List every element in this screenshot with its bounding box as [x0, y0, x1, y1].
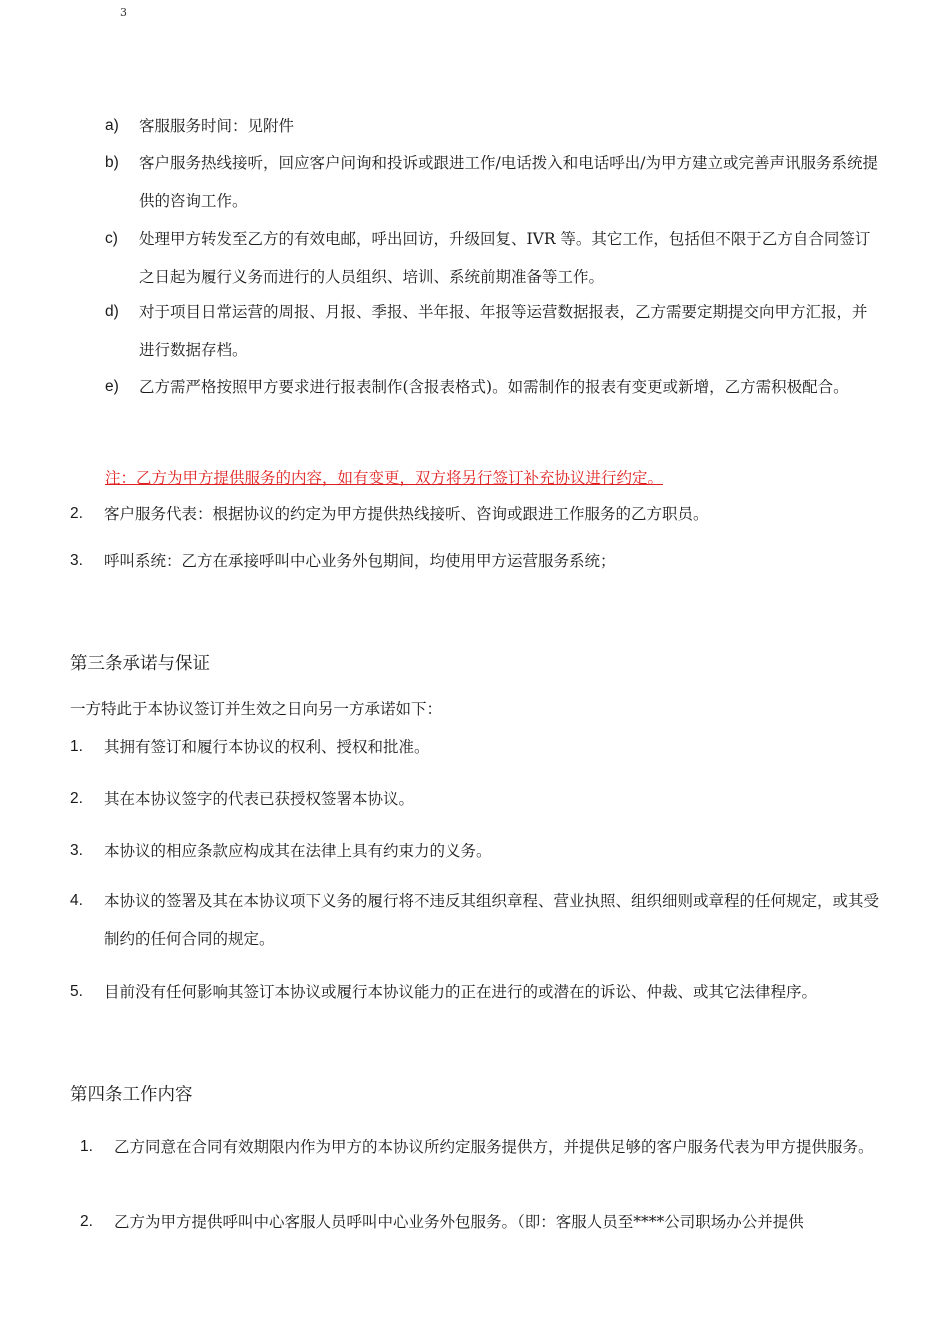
list-item-text: 处理甲方转发至乙方的有效电邮，呼出回访，升级回复、IVR 等。其它工作，包括但不限于乙方自合同签订之日起为履行义务而进行的人员组织、培训、系统前期准备等工作。 [139, 230, 871, 286]
list-marker: 4. [70, 892, 83, 909]
list-marker: 1. [70, 738, 83, 755]
article-3-intro: 一方特此于本协议签订并生效之日向另一方承诺如下： [70, 700, 443, 718]
list-item-text: 客户服务代表：根据协议的约定为甲方提供热线接听、咨询或跟进工作服务的乙方职员。 [104, 505, 709, 523]
list-item-text: 客户服务热线接听，回应客户问询和投诉或跟进工作/电话拨入和电话呼出/为甲方建立或完善声讯服务系统提供的咨询工作。 [139, 154, 878, 210]
list-item-text: 本协议的相应条款应构成其在法律上具有约束力的义务。 [104, 842, 492, 860]
article-3-item-5 [70, 973, 890, 1013]
list-item-text: 其拥有签订和履行本协议的权利、授权和批准。 [104, 738, 430, 756]
list-item-text: 客服服务时间：见附件 [139, 117, 295, 135]
article-3-item-4 [70, 882, 890, 958]
list-marker: d) [105, 303, 119, 320]
article-3-heading: 第三条承诺与保证 [70, 654, 210, 674]
list-marker: 1. [80, 1138, 93, 1155]
service-item-a [105, 107, 885, 147]
article-3-item-1 [70, 728, 890, 768]
definition-item-2 [70, 495, 890, 535]
service-item-c [105, 220, 885, 296]
list-item-text: 对于项目日常运营的周报、月报、季报、半年报、年报等运营数据报表，乙方需要定期提交向甲方汇报，并进行数据存档。 [139, 303, 868, 359]
list-item-text: 呼叫系统：乙方在承接呼叫中心业务外包期间，均使用甲方运营服务系统； [104, 552, 616, 570]
list-marker: 2. [80, 1213, 93, 1230]
article-3-item-2 [70, 780, 890, 820]
list-item-text: 乙方需严格按照甲方要求进行报表制作(含报表格式)。如需制作的报表有变更或新增，乙方需积极配合。 [139, 378, 849, 396]
list-item-text: 本协议的签署及其在本协议项下义务的履行将不违反其组织章程、营业执照、组织细则或章程的任何规定，或其受制约的任何合同的规定。 [104, 892, 880, 948]
list-marker: 2. [70, 505, 83, 522]
list-marker: a) [105, 117, 119, 134]
service-item-b [105, 144, 885, 220]
article-3-item-3 [70, 832, 890, 872]
page-number: 3 [120, 6, 127, 19]
change-note: 注：乙方为甲方提供服务的内容，如有变更，双方将另行签订补充协议进行约定。 [105, 469, 664, 487]
service-item-d [105, 293, 885, 369]
article-4-item-1 [80, 1128, 890, 1204]
list-item-text: 乙方同意在合同有效期限内作为甲方的本协议所约定服务提供方，并提供足够的客户服务代表为甲方提供服务。 [114, 1138, 874, 1156]
service-item-e [105, 368, 885, 444]
list-marker: 2. [70, 790, 83, 807]
list-marker: c) [105, 230, 118, 247]
list-marker: b) [105, 154, 119, 171]
list-item-text: 乙方为甲方提供呼叫中心客服人员呼叫中心业务外包服务。（即：客服人员至****公司职场办公并提供 [114, 1213, 804, 1231]
list-item-text: 目前没有任何影响其签订本协议或履行本协议能力的正在进行的或潜在的诉讼、仲裁、或其它法律程序。 [104, 983, 818, 1001]
article-4-heading: 第四条工作内容 [70, 1085, 193, 1105]
list-marker: 5. [70, 983, 83, 1000]
list-marker: 3. [70, 842, 83, 859]
article-4-item-2 [80, 1203, 890, 1243]
definition-item-3 [70, 542, 890, 582]
list-marker: 3. [70, 552, 83, 569]
list-item-text: 其在本协议签字的代表已获授权签署本协议。 [104, 790, 415, 808]
list-marker: e) [105, 378, 119, 395]
